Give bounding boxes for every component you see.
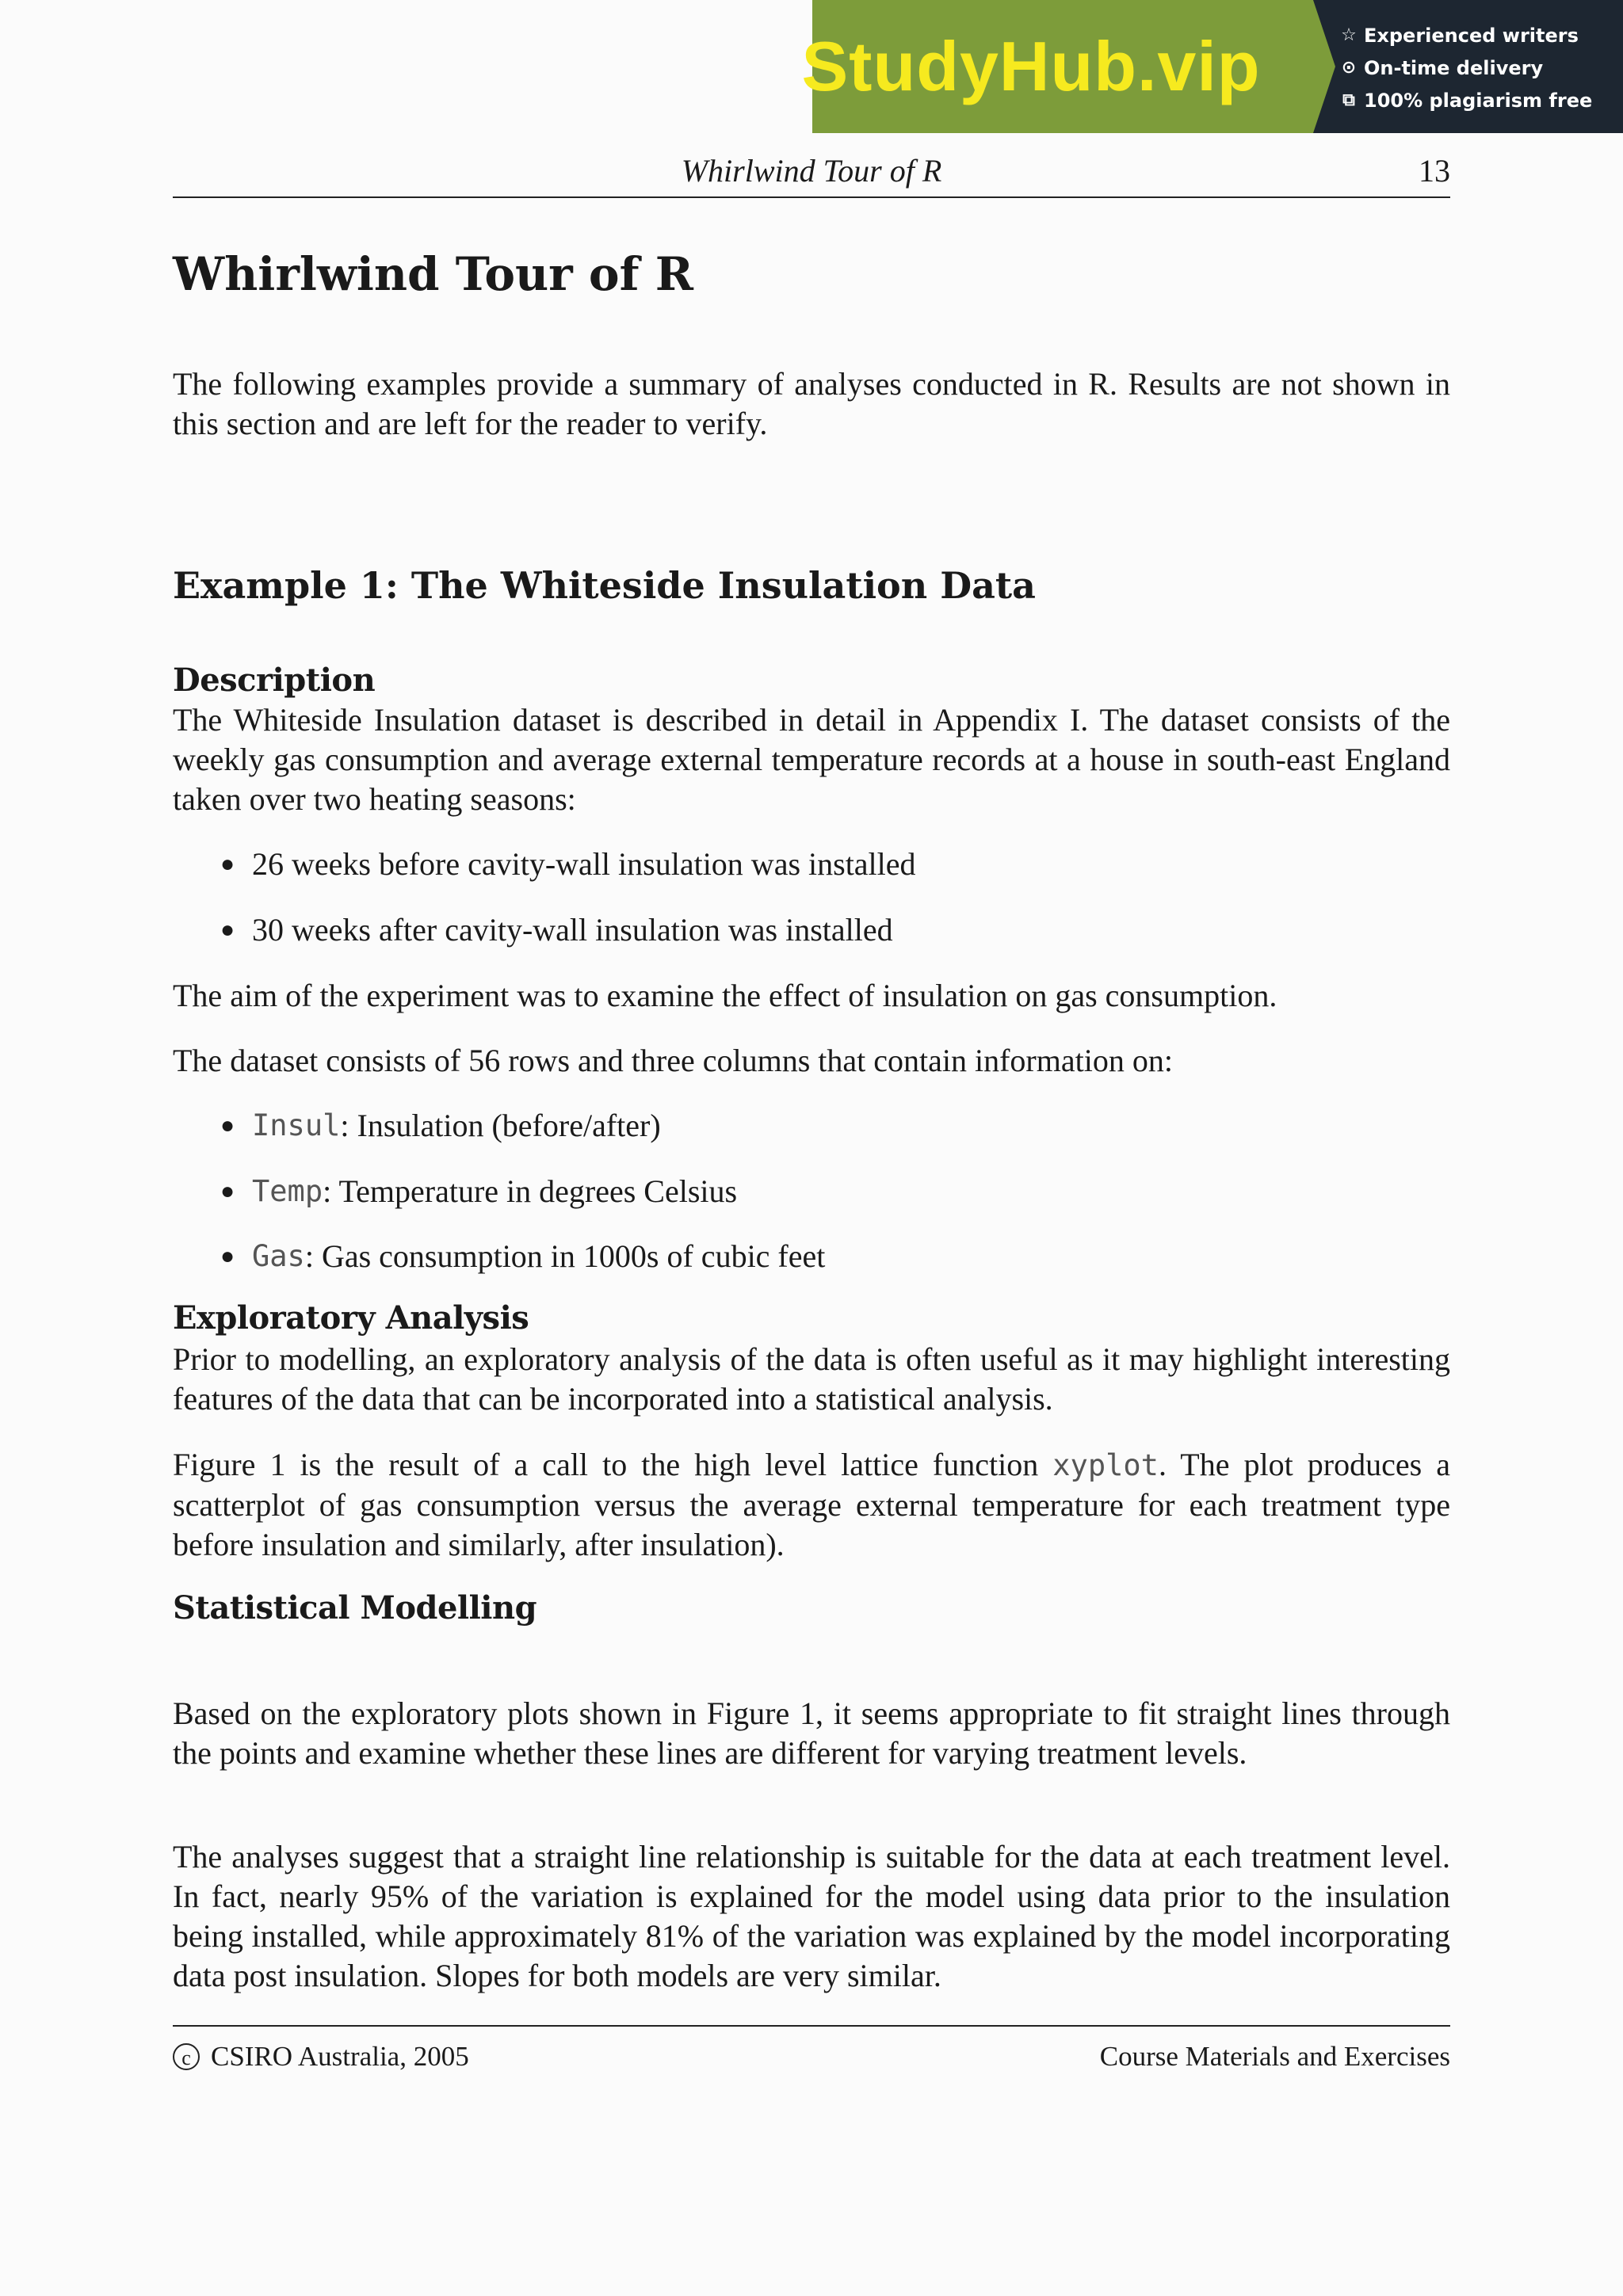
copy-icon: ⧉ — [1342, 90, 1355, 110]
code-insul: Insul — [252, 1108, 341, 1142]
example-title: Example 1: The Whiteside Insulation Data — [173, 564, 1036, 607]
banner-notch — [1313, 0, 1335, 133]
feature-label: On-time delivery — [1364, 56, 1544, 79]
modelling-heading: Statistical Modelling — [173, 1589, 537, 1627]
page-number: 13 — [1419, 153, 1450, 189]
footer-right: Course Materials and Exercises — [1099, 2041, 1450, 2072]
ad-banner[interactable] — [801, 0, 1623, 133]
exploratory-heading: Exploratory Analysis — [173, 1299, 529, 1337]
exploratory-text: Figure 1 is the result of a call to the high level lattice function — [173, 1447, 1053, 1482]
footer-rule — [173, 2025, 1450, 2027]
code-gas: Gas — [252, 1239, 305, 1273]
exploratory-paragraph-2 — [173, 1445, 1450, 1565]
intro-paragraph: The following examples provide a summary of analyses conducted in R. Results are not shown in this section and are left for the reader to verify. — [173, 366, 1450, 441]
clock-icon: ⊙ — [1341, 58, 1357, 78]
list-item-text: 26 weeks before cavity-wall insulation was installed — [252, 846, 916, 882]
feature-item — [1340, 19, 1623, 51]
studyhub-logo[interactable]: StudyHub.vip — [801, 27, 1261, 105]
code-xyplot: xyplot — [1052, 1448, 1159, 1482]
list-item-text: : Gas consumption in 1000s of cubic feet — [304, 1238, 826, 1274]
code-temp: Temp — [252, 1174, 323, 1208]
list-item — [220, 1172, 737, 1211]
modelling-paragraph-1: Based on the exploratory plots shown in Figure 1, it seems appropriate to fit straight lines through the points and examine whether these lines are different for varying treatment levels. — [173, 1695, 1450, 1771]
list-item-text: 30 weeks after cavity-wall insulation was installed — [252, 912, 893, 948]
footer-left — [173, 2041, 469, 2073]
exploratory-paragraph-1: Prior to modelling, an exploratory analysis of the data is often useful as it may highlight interesting features of the data that can be incorporated into a statistical analysis. — [173, 1341, 1450, 1417]
feature-item — [1340, 51, 1623, 84]
banner-brand[interactable] — [801, 0, 1313, 133]
description-heading: Description — [173, 662, 376, 699]
feature-label: 100% plagiarism free — [1364, 89, 1593, 112]
running-header-title: Whirlwind Tour of R — [681, 153, 942, 189]
feature-item — [1340, 84, 1623, 116]
aim-paragraph: The aim of the experiment was to examine the effect of insulation on gas consumption. — [173, 978, 1277, 1013]
list-item — [220, 1237, 825, 1276]
page-title: Whirlwind Tour of R — [173, 247, 693, 301]
list-item-text: : Insulation (before/after) — [340, 1108, 661, 1143]
list-item — [220, 1106, 661, 1146]
modelling-paragraph-2: The analyses suggest that a straight line relationship is suitable for the data at each treatment level. In fact, nearly 95% of the variation is explained for the model using data prior to the insulation being installed, while approximately 81% of the variation was explained by the model incorporating data post insulation. Slopes for both models are very similar. — [173, 1839, 1450, 1993]
bullet-icon: ● — [220, 917, 235, 943]
description-paragraph: The Whiteside Insulation dataset is described in detail in Appendix I. The dataset consists of the weekly gas consumption and average external temperature records at a house in south-east England taken over two heating seasons: — [173, 702, 1450, 817]
banner-features — [1335, 0, 1623, 133]
bullet-icon: ● — [220, 1112, 235, 1138]
list-item-text: : Temperature in degrees Celsius — [323, 1173, 738, 1209]
feature-label: Experienced writers — [1364, 24, 1579, 47]
columns-intro: The dataset consists of 56 rows and three columns that contain information on: — [173, 1043, 1173, 1078]
footer-left-text: CSIRO Australia, 2005 — [211, 2041, 469, 2072]
bullet-icon: ● — [220, 1178, 235, 1204]
running-header — [173, 151, 1450, 198]
list-item — [220, 910, 893, 950]
star-icon: ☆ — [1341, 25, 1357, 45]
exploratory-text: . The plot produces a scatterplot of gas consumption versus the average external temperature for each treatment type before insulation and similarly, after insulation). — [173, 1447, 1450, 1562]
list-item — [220, 845, 916, 884]
bullet-icon: ● — [220, 851, 235, 877]
copyright-icon: c — [173, 2043, 200, 2070]
bullet-icon: ● — [220, 1243, 235, 1269]
